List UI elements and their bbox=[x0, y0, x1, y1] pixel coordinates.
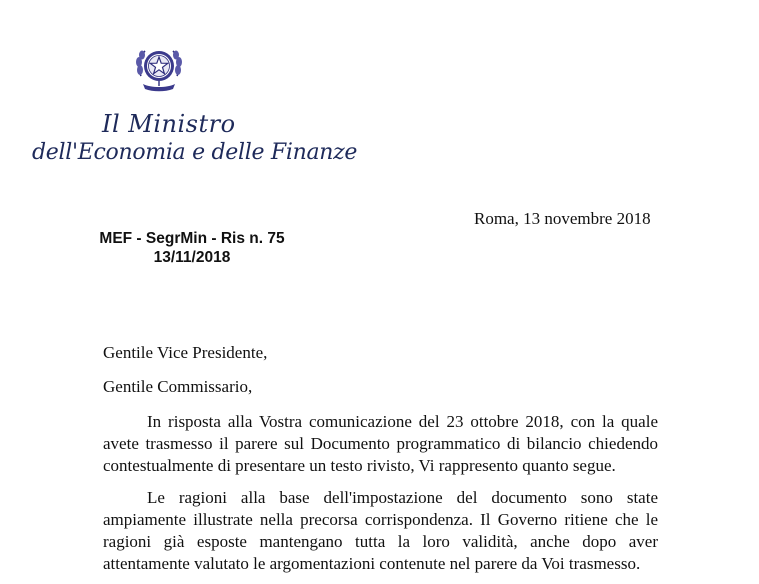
protocol-number: MEF - SegrMin - Ris n. 75 bbox=[99, 230, 285, 247]
body-paragraph: In risposta alla Vostra comunicazione del 23 ottobre 2018, con la quale avete trasmesso il parere sul Documento programmatico di bilancio chiedendo contestualmente di presentare un testo rivisto, Vi rappresento quanto segue. bbox=[103, 412, 658, 475]
letterhead-title: Il Ministro bbox=[102, 110, 236, 138]
italian-republic-emblem-icon bbox=[131, 40, 187, 96]
body-paragraph: Le ragioni alla base dell'impostazione del documento sono state ampiamente illustrate nella precorsa corrispondenza. Il Governo ritiene che le ragioni già esposte mantengano tutta la loro validità, anche dopo aver attentamente valutato le argomentazioni contenute nel parere da Voi trasmesso. bbox=[103, 488, 658, 573]
letter-date: Roma, 13 novembre 2018 bbox=[474, 209, 651, 228]
letterhead-ministry: dell'Economia e delle Finanze bbox=[32, 140, 358, 165]
salutation-commissioner: Gentile Commissario, bbox=[103, 377, 253, 396]
protocol-stamp bbox=[92, 229, 292, 267]
salutation-vice-president: Gentile Vice Presidente, bbox=[103, 343, 268, 362]
protocol-date: 13/11/2018 bbox=[153, 249, 231, 266]
